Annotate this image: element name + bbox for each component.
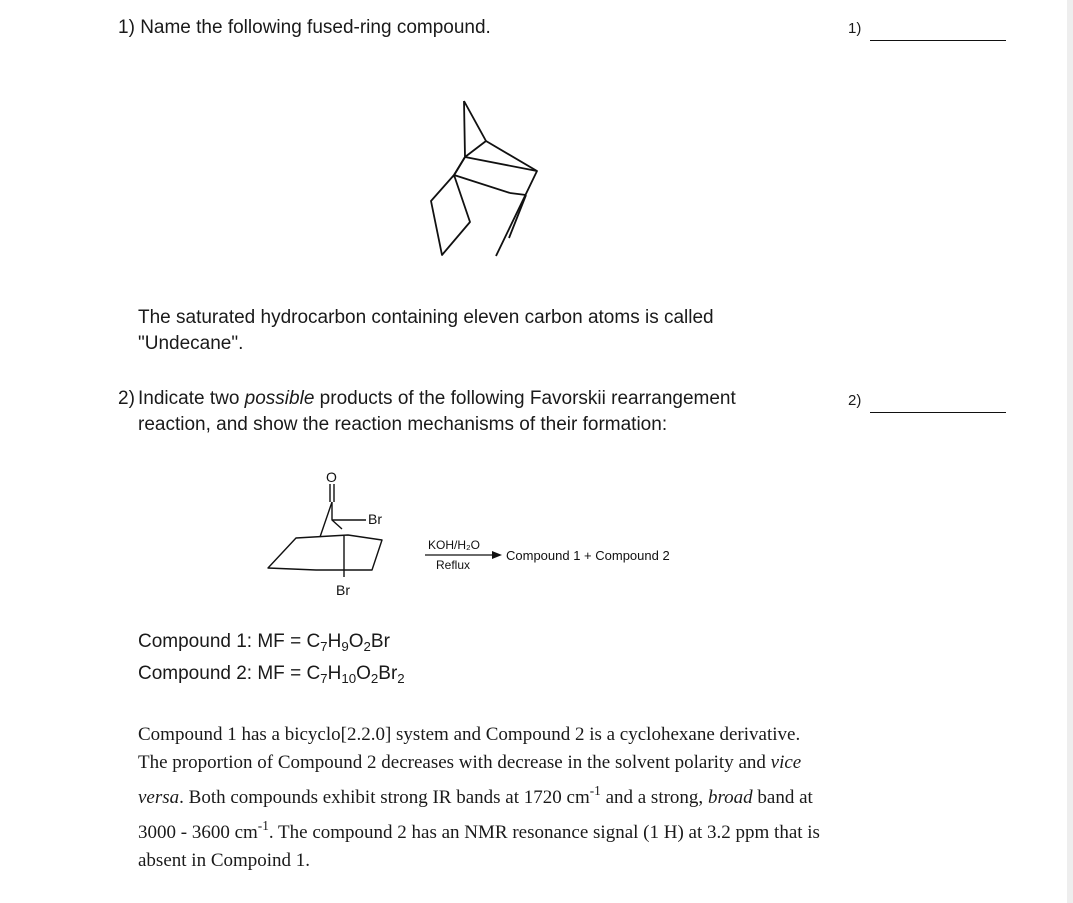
answer-1-blank[interactable] xyxy=(870,40,1006,41)
bond-path-mid xyxy=(431,157,470,255)
question-2-emphasis: possible xyxy=(244,388,315,409)
compound-description: Compound 1 has a bicyclo[2.2.0] system and Compound 2 is a cyclohexane derivative. The proportion of Compound 2 decreases with decrease in the solvent polarity and vice versa. Both compounds exhibit strong IR bands at 1720 $cm^{-1}$ and a strong, broad band at 3000 - 3600 $cm^{-1}$. The compound 2 has an NMR resonance signal (1 H) at 3.2 ppm that is absent in Compoind 1. xyxy=(138,724,820,871)
question-2 xyxy=(118,386,808,438)
bond-path-upper xyxy=(486,141,537,256)
question-1-number: 1) xyxy=(118,17,135,38)
question-2-text: Indicate two possible products of the following Favorskii rearrangement reaction, and show the reaction mechanisms of their formation: xyxy=(138,388,736,435)
answer-1-label: 1) xyxy=(848,20,862,37)
bond-inner-2 xyxy=(510,193,526,195)
answer-2-label: 2) xyxy=(848,392,862,409)
oxygen-label: O xyxy=(326,469,337,485)
bridge-bonds xyxy=(332,502,342,529)
compound-2-formula: Compound 2: MF = $C_7H_{10}O_2Br_2$ xyxy=(138,663,405,686)
condition-label: Reflux xyxy=(436,558,471,572)
answer-2-blank[interactable] xyxy=(870,412,1006,413)
products-label: Compound 1 + Compound 2 xyxy=(506,548,670,563)
bond-cross xyxy=(454,175,510,193)
fused-ring-structure xyxy=(412,95,572,270)
question-2-number: 2) xyxy=(118,388,135,409)
bond-cross-2 xyxy=(453,157,465,177)
question-1 xyxy=(118,15,491,41)
reaction-scheme xyxy=(260,462,700,602)
bromine-label-bottom: Br xyxy=(336,582,350,598)
bond-inner xyxy=(509,195,526,238)
bond-path-top xyxy=(464,101,486,157)
question-1-text: Name the following fused-ring compound. xyxy=(140,17,491,38)
ring-bonds xyxy=(268,535,382,570)
compound-1-formula: Compound 1: MF = $C_7H_9O_2Br$ xyxy=(138,631,390,654)
reagent-label: KOH/H₂O xyxy=(428,538,480,552)
bromine-label-top: Br xyxy=(368,511,382,527)
question-1-hint: The saturated hydrocarbon containing eleven carbon atoms is called "Undecane". xyxy=(138,307,714,354)
bridge-left xyxy=(320,502,332,537)
reaction-arrowhead xyxy=(492,551,502,559)
page-right-edge xyxy=(1067,0,1073,903)
